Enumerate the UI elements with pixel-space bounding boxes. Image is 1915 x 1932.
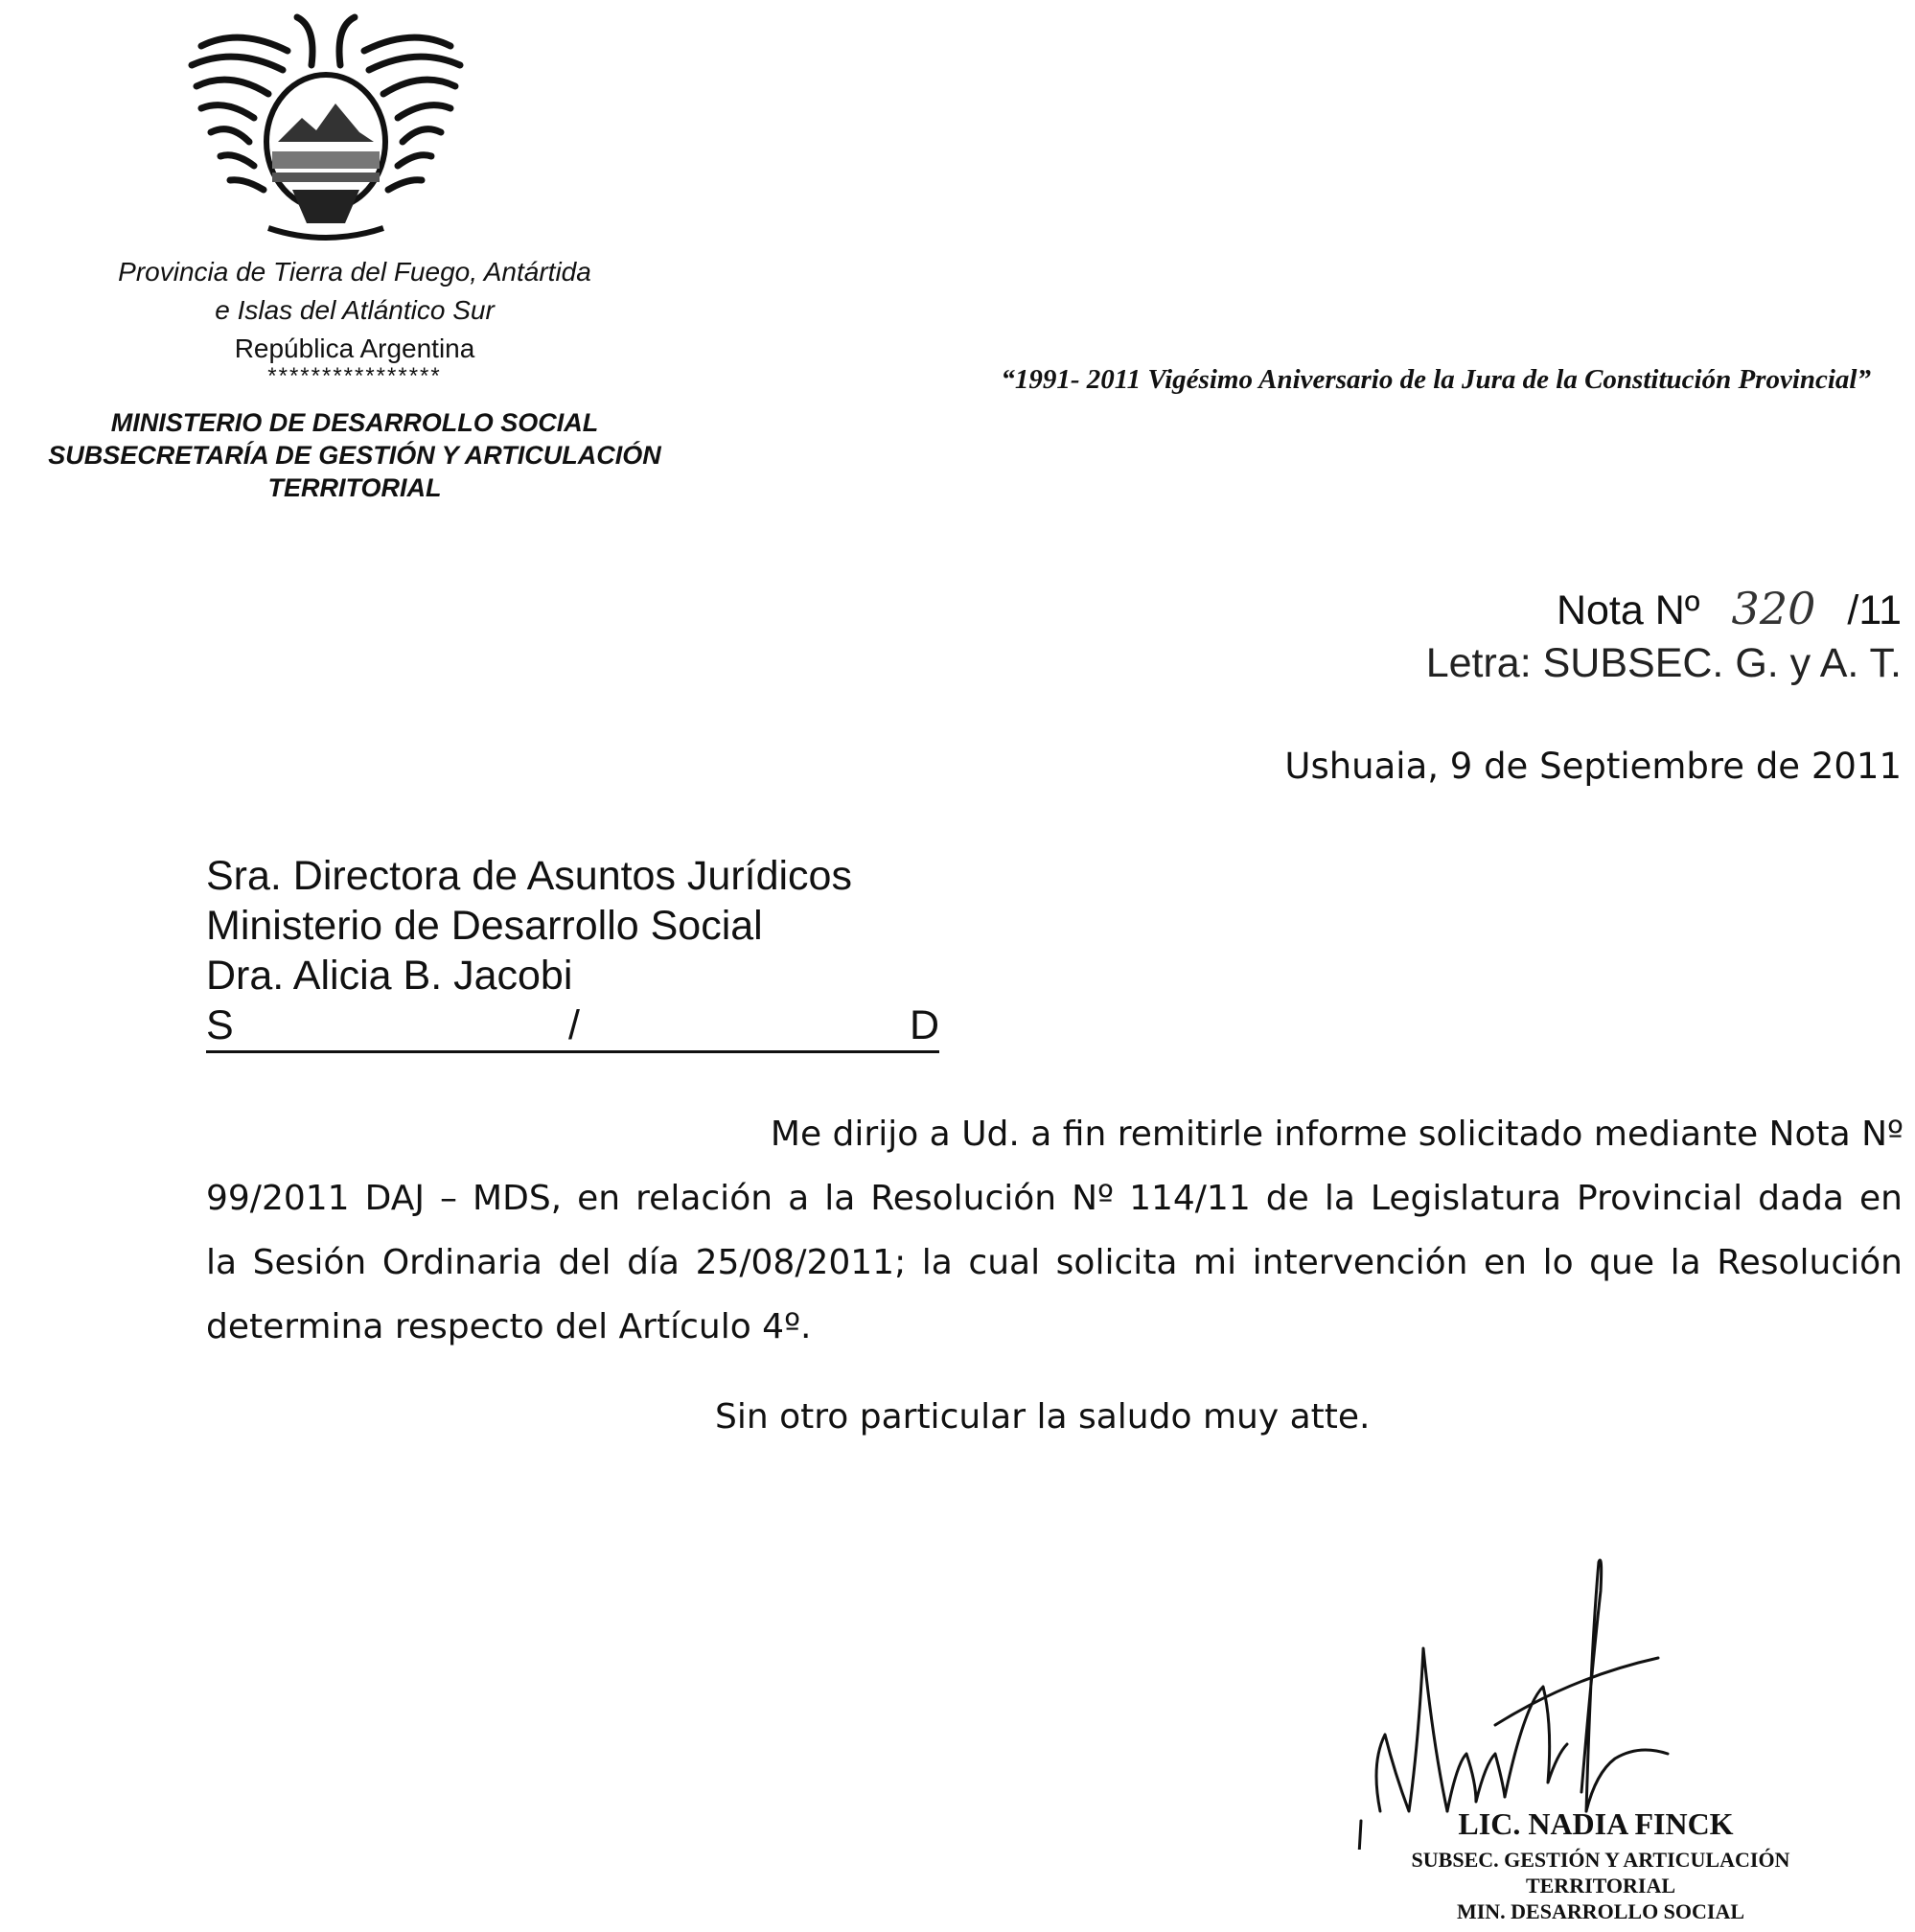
place-and-date: Ushuaia, 9 de Septiembre de 2011 [1284,746,1902,787]
subsecretariat-name-line1: SUBSECRETARÍA DE GESTIÓN Y ARTICULACIÓN [48,441,661,470]
sd-slash: / [568,1002,580,1048]
recipient-name: Dra. Alicia B. Jacobi [206,953,573,999]
sd-s: S [206,1002,234,1048]
province-name-line2: e Islas del Atlántico Sur [215,295,495,325]
signatory-name: LIC. NADIA FINCK [1458,1806,1734,1841]
province-name-line1: Provincia de Tierra del Fuego, Antártida [118,257,591,287]
sd-d: D [909,1002,939,1048]
recipient-ministry: Ministerio de Desarrollo Social [206,903,763,949]
note-number-handwritten: 320 [1731,583,1816,634]
anniversary-motto: “1991- 2011 Vigésimo Aniversario de la Jura de la Constitución Provincial” [1001,364,1871,395]
recipient-sd-line [206,1000,939,1053]
recipient-title: Sra. Directora de Asuntos Jurídicos [206,853,852,899]
handwritten-signature-icon [1351,1533,1716,1850]
body-paragraph-line3: la Sesión Ordinaria del día 25/08/2011; la cual solicita mi intervención en lo que la Resolución [206,1243,1903,1282]
provincial-emblem-icon [173,8,479,259]
body-paragraph-line2: 99/2011 DAJ – MDS, en relación a la Resolución Nº 114/11 de la Legislatura Provincial dada en [206,1179,1903,1218]
note-number [1557,583,1902,634]
closing-salutation: Sin otro particular la saludo muy atte. [715,1397,1371,1437]
note-number-prefix: Nota Nº [1556,587,1700,633]
body-paragraph-line4: determina respecto del Artículo 4º. [206,1307,812,1346]
subsecretariat-name-line2: TERRITORIAL [267,473,442,502]
note-letter-code: Letra: SUBSEC. G. y A. T. [1425,640,1902,686]
country-name: República Argentina [234,334,475,363]
header-separator: **************** [267,363,442,389]
signatory-title-line2: TERRITORIAL [1525,1874,1676,1898]
body-paragraph-line1: Me dirijo a Ud. a fin remitirle informe solicitado mediante Nota Nº [770,1115,1903,1154]
signatory-title-line1: SUBSEC. GESTIÓN Y ARTICULACIÓN [1411,1848,1790,1872]
ministry-name: MINISTERIO DE DESARROLLO SOCIAL [110,408,599,437]
signatory-title-line3: MIN. DESARROLLO SOCIAL [1456,1899,1745,1923]
note-number-suffix: /11 [1847,587,1902,633]
